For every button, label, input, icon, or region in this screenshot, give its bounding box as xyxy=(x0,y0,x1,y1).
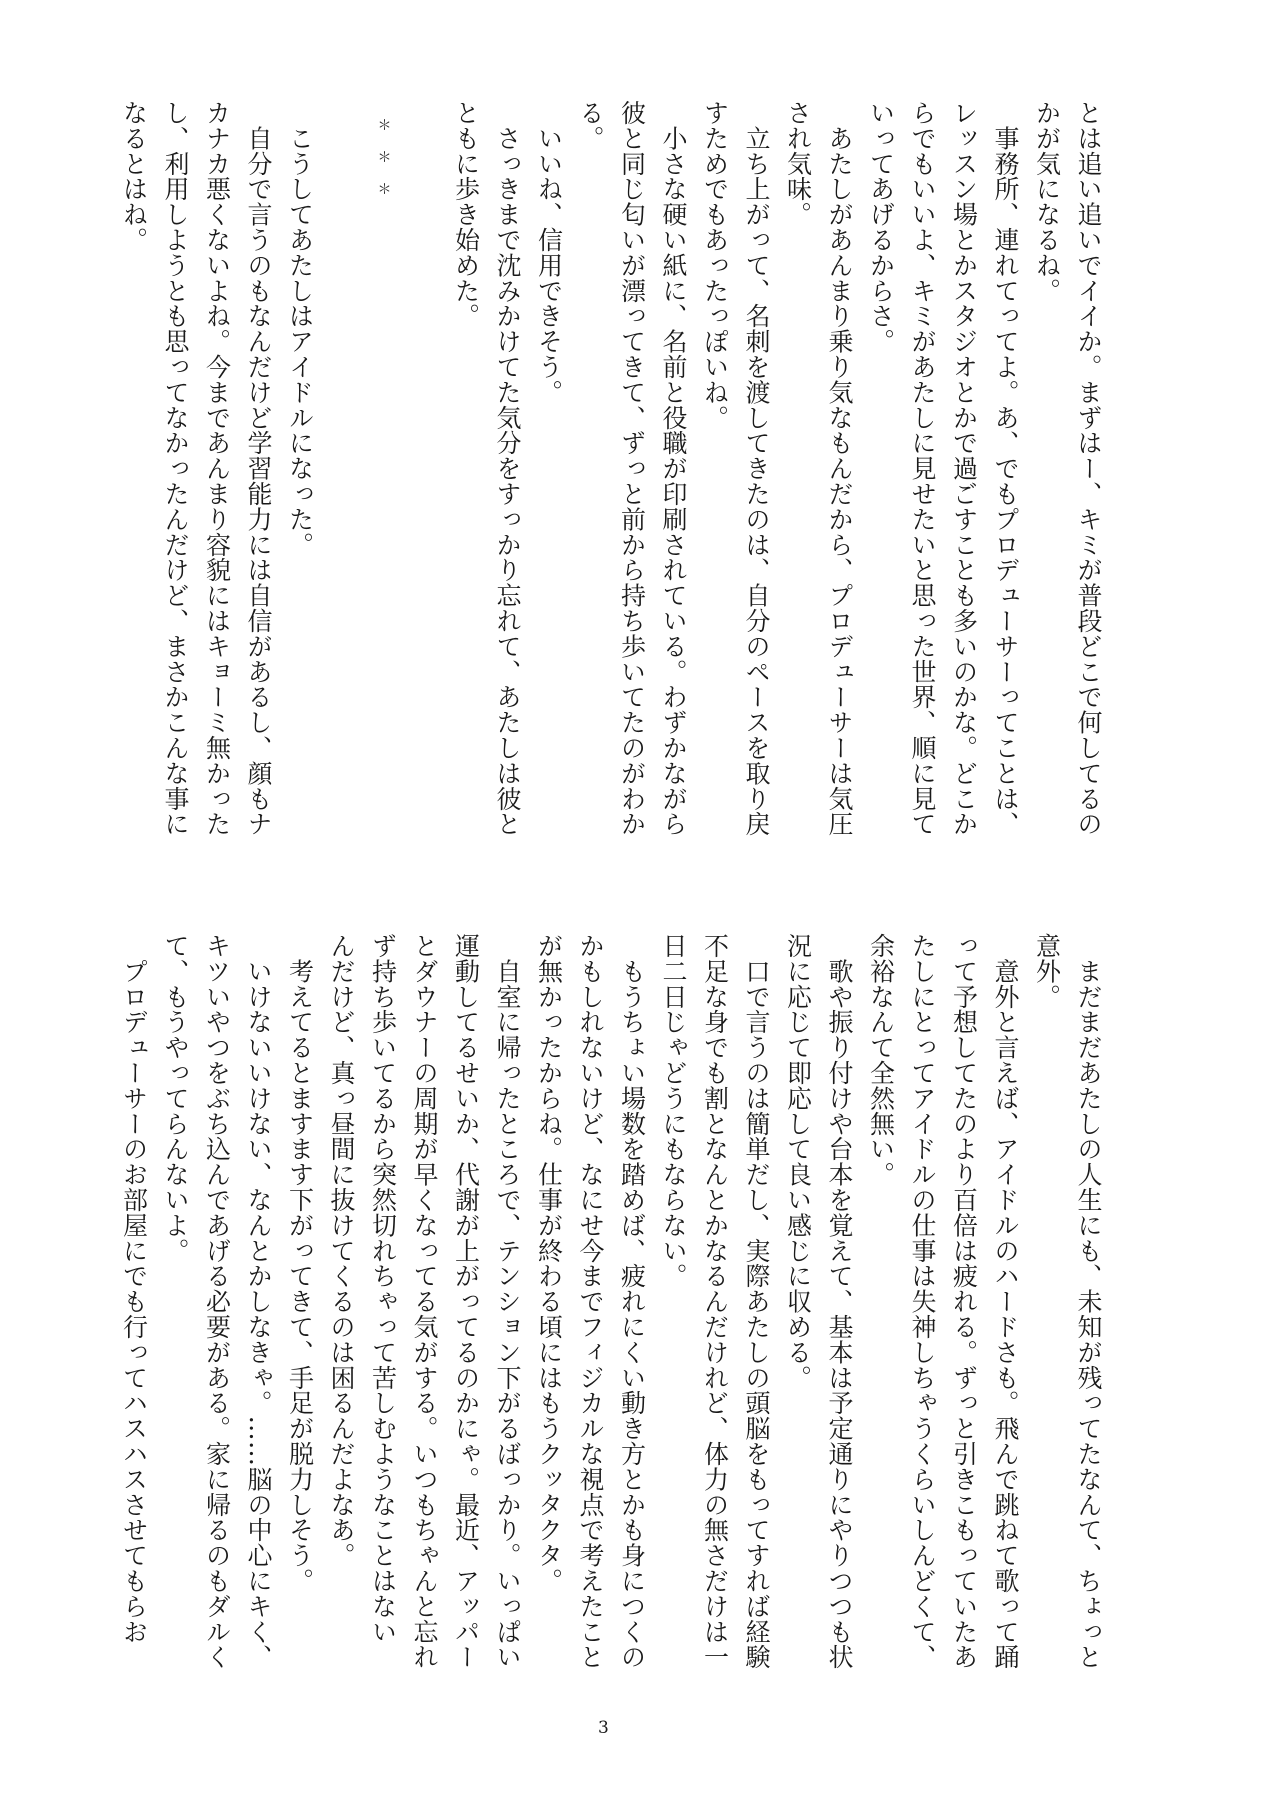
page-number: 3 xyxy=(598,1718,609,1738)
text-line: もうちょい場数を踏めば、疲れにくい動き方とかも身につくの xyxy=(617,933,647,1670)
text-line: いいね、信用できそう。 xyxy=(534,100,564,405)
text-line xyxy=(321,100,363,850)
text-line: キツいやつをぶち込んであげる必要がある。家に帰るのもダルく xyxy=(202,933,232,1670)
text-line: 自分で言うのもなんだけど学習能力には自信があるし、顔もナ xyxy=(244,100,273,837)
text-line: し、利用しようとも思ってなかったんだけど、まさかこんな事に xyxy=(161,100,190,837)
text-line: すためでもあったっぽいね。 xyxy=(700,100,730,431)
text-line: たしにとってアイドルの仕事は失神しちゃうくらいしんどくて、 xyxy=(908,933,937,1670)
text-line: 余裕なんて全然無い。 xyxy=(866,933,896,1187)
text-line: 小さな硬い紙に、名前と役職が印刷されている。わずかながら xyxy=(659,100,688,837)
text-line: とは追い追いでイイか。まずはー、キミが普段どこで何してるの xyxy=(1074,100,1103,837)
text-line: 意外。 xyxy=(1032,933,1062,1010)
text-line: 口で言うのは簡単だし、実際あたしの頭脳をもってすれば経験 xyxy=(742,933,771,1670)
text-line: 立ち上がって、名刺を渡してきたのは、自分のペースを取り戻 xyxy=(742,100,771,837)
text-line: さっきまで沈みかけてた気分をすっかり忘れて、あたしは彼と xyxy=(493,100,522,837)
text-line: らでもいいよ、キミがあたしに見せたいと思った世界、順に見て xyxy=(908,100,937,837)
text-line: カナカ悪くないよね。今まであんまり容貌にはキョーミ無かった xyxy=(202,100,232,837)
text-line: され気味。 xyxy=(783,100,813,227)
text-line: 況に応じて即応して良い感じに収める。 xyxy=(783,933,813,1391)
text-line: レッスン場とかスタジオとかで過ごすことも多いのかな。どこか xyxy=(949,100,979,837)
text-block-bottom xyxy=(113,933,1109,1683)
text-line: 自室に帰ったところで、テンション下がるばっかり。いっぱい xyxy=(493,933,522,1670)
text-line: とダウナーの周期が早くなってる気がする。いつもちゃんと忘れ xyxy=(410,933,439,1670)
text-line: 日二日じゃどうにもならない。 xyxy=(659,933,688,1289)
text-line: 意外と言えば、アイドルのハードさも。飛んで跳ねて歌って踊 xyxy=(991,933,1020,1670)
text-line: かが気になるね。 xyxy=(1032,100,1062,304)
text-line: まだまだあたしの人生にも、未知が残ってたなんて、ちょっと xyxy=(1074,933,1103,1670)
text-line: ず持ち歩いてるから突然切れちゃって苦しむようなことはない xyxy=(368,933,398,1645)
text-line: 考えてるとますます下がってきて、手足が脱力しそう。 xyxy=(285,933,315,1594)
text-line: んだけど、真っ昼間に抜けてくるのは困るんだよなあ。 xyxy=(327,933,356,1568)
text-line xyxy=(404,100,446,850)
text-line: 事務所、連れてってよ。あ、でもプロデューサーってことは、 xyxy=(991,100,1020,837)
text-line: 不足な身でも割となんとかなるんだけれど、体力の無さだけは一 xyxy=(700,933,730,1670)
text-line: ともに歩き始めた。 xyxy=(451,100,481,329)
text-line: って予想してたのより百倍は疲れる。ずっと引きこもっていたあ xyxy=(949,933,979,1670)
text-line: かもしれないけど、なにせ今までフィジカルな視点で考えたこと xyxy=(576,933,605,1670)
text-line: いけないいけない、なんとかしなきゃ。……脳の中心にキく、 xyxy=(244,933,273,1670)
text-line: あたしがあんまり乗り気なもんだから、プロデューサーは気圧 xyxy=(825,100,854,837)
text-line: プロデューサーのお部屋にでも行ってハスハスさせてもらお xyxy=(119,933,149,1645)
text-line: て、もうやってらんないよ。 xyxy=(161,933,190,1264)
text-line: なるとはね。 xyxy=(119,100,149,253)
scene-break: ＊＊＊ xyxy=(375,118,392,214)
text-block-top xyxy=(113,100,1109,850)
text-line: 歌や振り付けや台本を覚えて、基本は予定通りにやりつつも状 xyxy=(825,933,854,1670)
text-line: 運動してるせいか、代謝が上がってるのかにゃ。最近、アッパー xyxy=(451,933,481,1670)
text-line: 彼と同じ匂いが漂ってきて、ずっと前から持ち歩いてたのがわか xyxy=(617,100,647,837)
text-line: が無かったからね。仕事が終わる頃にはもうクッタクタ。 xyxy=(534,933,564,1594)
text-line: いってあげるからさ。 xyxy=(866,100,896,354)
text-line: こうしてあたしはアイドルになった。 xyxy=(285,100,315,558)
text-line: る。 xyxy=(576,100,605,151)
